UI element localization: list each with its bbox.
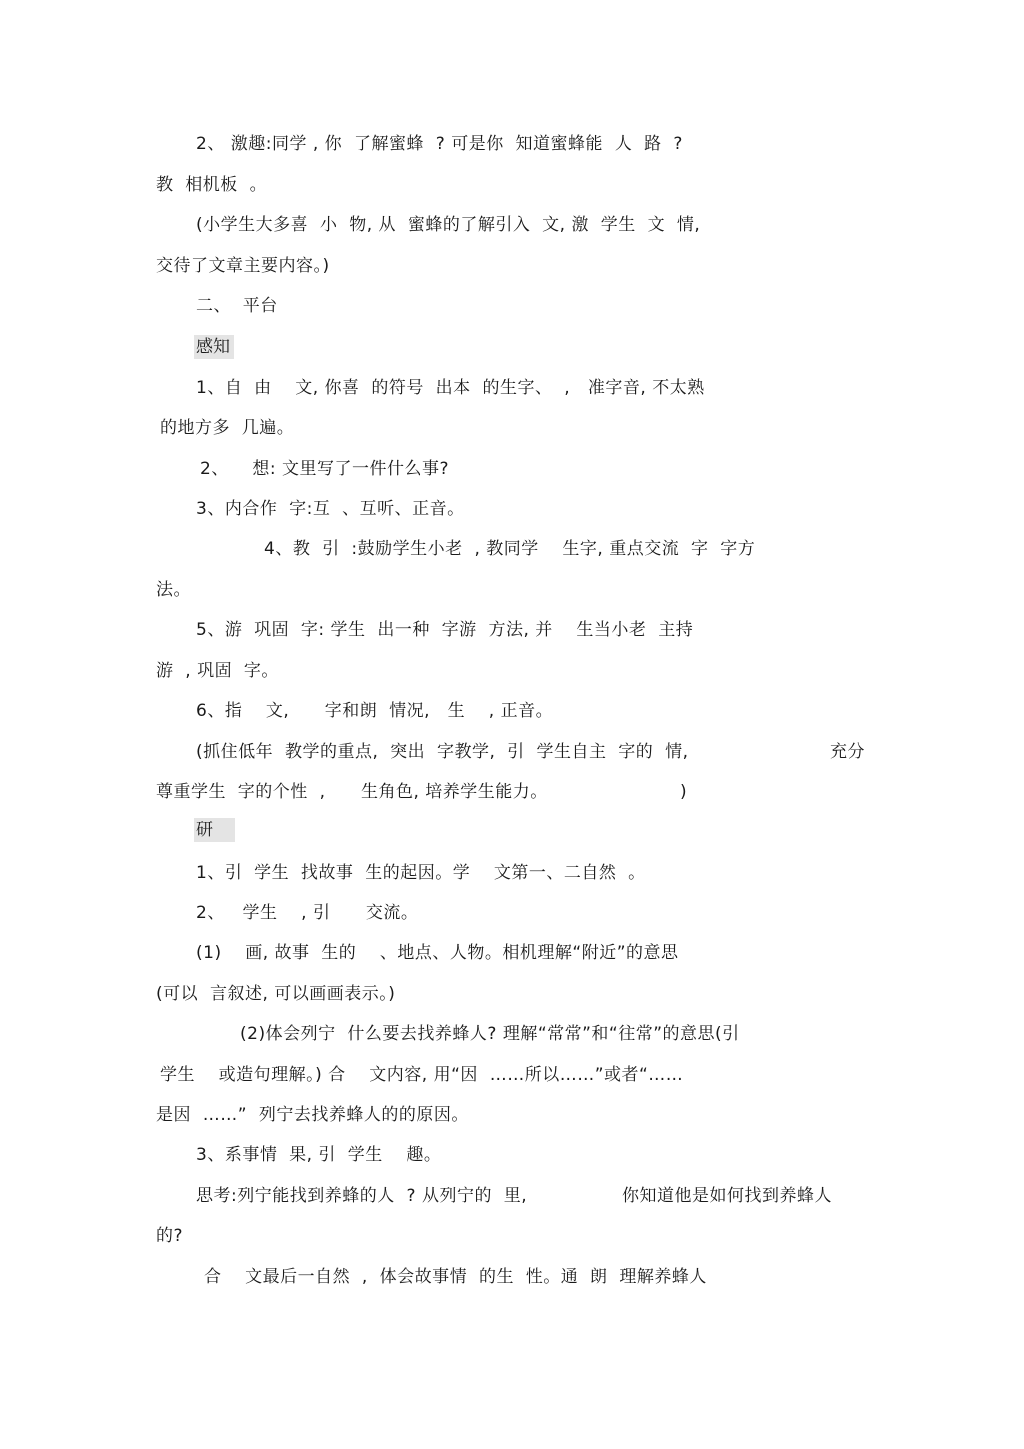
text-line-19: 1、引 学生 找故事 生的起因。学 文第一、二自然 。 [196,863,646,883]
text-line-17: 尊重学生 字的个性 , 生角色, 培养学生能力。 [156,782,548,802]
text-line-24: 学生 或造句理解。) 合 文内容, 用“因 ……所以……”或者“…… [160,1065,684,1085]
text-line-2: 教 相机板 。 [156,175,268,195]
subheading-research: 研 [194,818,235,842]
text-line-16-right: 充分 [830,742,865,762]
text-line-25: 是因 ……” 列宁去找养蜂人的的原因。 [156,1105,469,1125]
text-line-27-right: 你知道他是如何找到养蜂人 [622,1186,832,1206]
section-heading: 二、 平台 [196,296,278,316]
text-line-28: 的? [156,1226,184,1246]
text-line-29: 合 文最后一自然 , 体会故事情 的生 性。通 朗 理解养蜂人 [204,1267,707,1287]
text-line-7: 1、自 由 文, 你喜 的符号 出本 的生字、 , 准字音, 不太熟 [196,378,705,398]
text-line-9: 2、 想: 文里写了一件什么事? [200,459,450,479]
text-line-16: (抓住低年 教学的重点, 突出 字教学, 引 学生自主 字的 情, [196,742,689,762]
text-line-23: (2)体会列宁 什么要去找养蜂人? 理解“常常”和“往常”的意思(引 [240,1024,740,1044]
text-line-15: 6、指 文, 字和朗 情况, 生 , 正音。 [196,701,554,721]
text-line-21: (1) 画, 故事 生的 、地点、人物。相机理解“附近”的意思 [196,943,679,963]
text-line-1: 2、 激趣:同学 , 你 了解蜜蜂 ? 可是你 知道蜜蜂能 人 路 ? [196,134,683,154]
text-line-11: 4、教 引 :鼓励学生小老 , 教同学 生字, 重点交流 字 字方 [264,539,756,559]
text-line-22: (可以 言叙述, 可以画画表示。) [156,984,396,1004]
text-line-26: 3、系事情 果, 引 学生 趣。 [196,1145,442,1165]
text-line-13: 5、游 巩固 字: 学生 出一种 字游 方法, 并 生当小老 主持 [196,620,694,640]
text-line-8: 的地方多 几遍。 [160,418,295,438]
text-line-17-right: ) [680,782,688,802]
text-line-20: 2、 学生 , 引 交流。 [196,903,419,923]
text-line-27: 思考:列宁能找到养蜂的人 ? 从列宁的 里, [196,1186,528,1206]
subheading-perception: 感知 [194,335,234,359]
text-line-12: 法。 [156,580,191,600]
text-line-3: (小学生大多喜 小 物, 从 蜜蜂的了解引入 文, 激 学生 文 情, [196,215,701,235]
text-line-14: 游 , 巩固 字。 [156,661,279,681]
text-line-4: 交待了文章主要内容。) [156,256,330,276]
text-line-10: 3、内合作 字:互 、互听、正音。 [196,499,465,519]
